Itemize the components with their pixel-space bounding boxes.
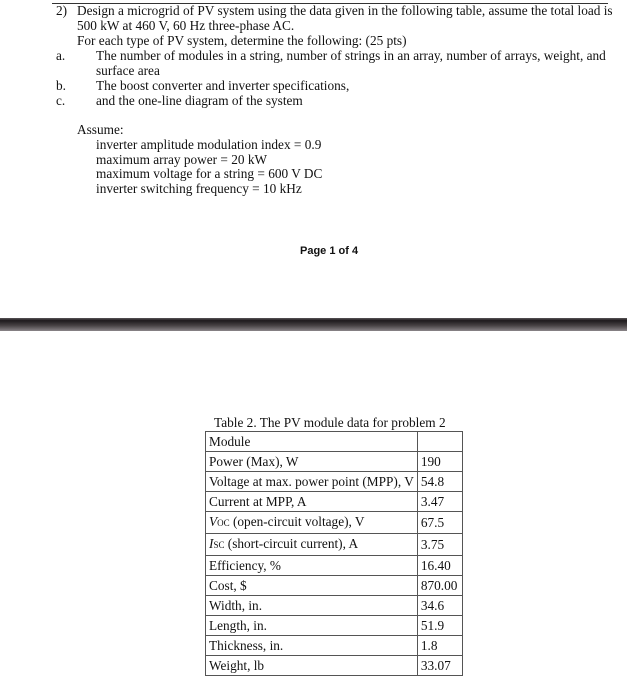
assume-label: Assume: bbox=[77, 122, 124, 137]
row-label bbox=[206, 576, 418, 596]
item-a-marker: a. bbox=[56, 48, 66, 63]
row-label bbox=[206, 636, 418, 656]
table-row bbox=[206, 472, 463, 492]
row-label-text: Current at MPP, A bbox=[209, 494, 307, 509]
row-value: 190 bbox=[417, 452, 462, 472]
row-value: 67.5 bbox=[417, 512, 462, 534]
row-label bbox=[206, 534, 418, 556]
item-c-marker: c. bbox=[56, 93, 66, 108]
row-label bbox=[206, 452, 418, 472]
assumption: inverter amplitude modulation index = 0.9 bbox=[96, 137, 322, 152]
row-value: 16.40 bbox=[417, 556, 462, 576]
row-label bbox=[206, 656, 418, 676]
symbol: V bbox=[209, 514, 218, 529]
table-caption: Table 2. The PV module data for problem 2 bbox=[214, 415, 446, 430]
row-value: 870.00 bbox=[417, 576, 462, 596]
problem-line-3: For each type of PV system, determine the following: (25 pts) bbox=[77, 33, 407, 48]
symbol-subscript: SC bbox=[213, 540, 225, 550]
row-label-text: Power (Max), W bbox=[209, 454, 299, 469]
row-label-text: Width, in. bbox=[209, 598, 263, 613]
page-indicator: Page 1 of 4 bbox=[300, 245, 359, 257]
item-a-line-1: The number of modules in a string, number of strings in an array, number of arrays, weight, and bbox=[96, 48, 606, 63]
row-label bbox=[206, 512, 418, 534]
table-row bbox=[206, 596, 463, 616]
symbol: I bbox=[209, 536, 214, 551]
table-row bbox=[206, 432, 463, 452]
row-label-text: Length, in. bbox=[209, 618, 267, 633]
problem-line-2: 500 kW at 460 V, 60 Hz three-phase AC. bbox=[77, 18, 295, 33]
problem-number: 2) bbox=[56, 3, 68, 18]
pv-module-table bbox=[205, 431, 463, 676]
row-label bbox=[206, 492, 418, 512]
assumption: maximum array power = 20 kW bbox=[96, 152, 268, 167]
row-value: 51.9 bbox=[417, 616, 462, 636]
item-b-line: The boost converter and inverter specifications, bbox=[96, 78, 350, 93]
table-row bbox=[206, 636, 463, 656]
row-label bbox=[206, 556, 418, 576]
table-row bbox=[206, 616, 463, 636]
row-label-text: (open-circuit voltage), V bbox=[229, 514, 365, 529]
table-row bbox=[206, 556, 463, 576]
assumption: maximum voltage for a string = 600 V DC bbox=[96, 166, 323, 181]
item-b-marker: b. bbox=[56, 78, 66, 93]
symbol-subscript: OC bbox=[217, 518, 230, 528]
row-label-text: Efficiency, % bbox=[209, 558, 281, 573]
row-label-text: Cost, $ bbox=[209, 578, 247, 593]
row-label-text: (short-circuit current), A bbox=[224, 536, 359, 551]
table-row bbox=[206, 512, 463, 534]
row-value: 33.07 bbox=[417, 656, 462, 676]
row-label-text: Weight, lb bbox=[209, 658, 265, 673]
row-label bbox=[206, 616, 418, 636]
row-value: 34.6 bbox=[417, 596, 462, 616]
row-label bbox=[206, 472, 418, 492]
row-label-text: Voltage at max. power point (MPP), V bbox=[209, 474, 414, 489]
row-value: 3.75 bbox=[417, 534, 462, 556]
item-a-line-2: surface area bbox=[96, 63, 160, 78]
row-label-text: Module bbox=[209, 434, 251, 449]
row-label bbox=[206, 432, 418, 452]
table-row bbox=[206, 576, 463, 596]
row-label-text: Thickness, in. bbox=[209, 638, 284, 653]
assumption: inverter switching frequency = 10 kHz bbox=[96, 181, 302, 196]
table-row bbox=[206, 452, 463, 472]
row-label bbox=[206, 596, 418, 616]
row-value: 3.47 bbox=[417, 492, 462, 512]
table-row bbox=[206, 534, 463, 556]
item-c-line: and the one-line diagram of the system bbox=[96, 93, 303, 108]
row-value: 1.8 bbox=[417, 636, 462, 656]
row-value: 54.8 bbox=[417, 472, 462, 492]
problem-line-1: Design a microgrid of PV system using the data given in the following table, assume the total load is bbox=[77, 3, 613, 18]
table-row bbox=[206, 656, 463, 676]
row-value bbox=[417, 432, 462, 452]
table-row bbox=[206, 492, 463, 512]
page-separator bbox=[0, 318, 627, 331]
